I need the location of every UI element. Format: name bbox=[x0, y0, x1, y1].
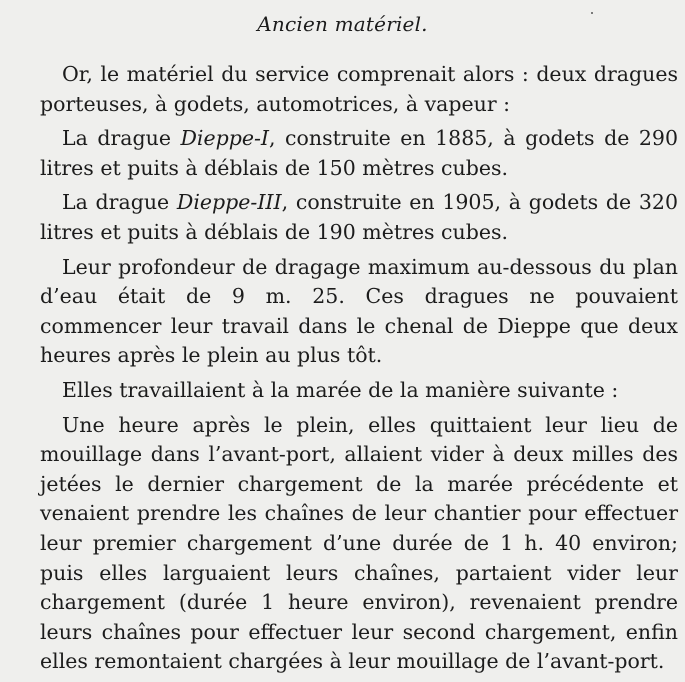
body-text bbox=[40, 60, 678, 682]
section-heading: Ancien matériel. bbox=[257, 12, 428, 36]
paragraph-dieppe-3-before: La drague bbox=[62, 190, 177, 215]
paragraph-tide-intro: Elles travaillaient à la marée de la manière suivante : bbox=[62, 377, 619, 402]
dredge-name-dieppe-1: Dieppe-I bbox=[180, 126, 270, 151]
dredge-name-dieppe-3: Dieppe-III bbox=[176, 190, 282, 215]
paragraph-procedure: Une heure après le plein, elles quittaient leur lieu de mouillage dans l’avant-port, allaient vider à deux milles des jetées le dernier chargement de la marée précédente et venaient prendre les chaînes de leur chantier pour effectuer leur premier chargement d’une durée de 1 h. 40 environ; puis elles larguaient leurs chaînes, partaient vider leur chargement (durée 1 heure environ), revenaient prendre leurs chaînes pour effectuer leur second chargement, enfin elles remontaient chargées à leur mouillage de l’avant-port. bbox=[40, 412, 678, 674]
paragraph-dieppe-1-after: , construite en 1885, à godets de 290 litres et puits à déblais de 150 mètres cubes. bbox=[40, 126, 678, 180]
paragraph-dieppe-3 bbox=[40, 188, 678, 247]
paragraph-dieppe-1 bbox=[40, 124, 678, 183]
paragraph-dieppe-3-after: , construite en 1905, à godets de 320 litres et puits à déblais de 190 mètres cubes. bbox=[40, 190, 678, 244]
paragraph-intro: Or, le matériel du service comprenait alors : deux dragues porteuses, à godets, automotrices, à vapeur : bbox=[40, 62, 678, 116]
paragraph-depth: Leur profondeur de dragage maximum au-dessous du plan d’eau était de 9 m. 25. Ces dragues ne pouvaient commencer leur travail dans le chenal de Dieppe que deux heures après le plein au plus tôt. bbox=[40, 254, 678, 368]
paragraph-dieppe-1-before: La drague bbox=[62, 126, 181, 151]
